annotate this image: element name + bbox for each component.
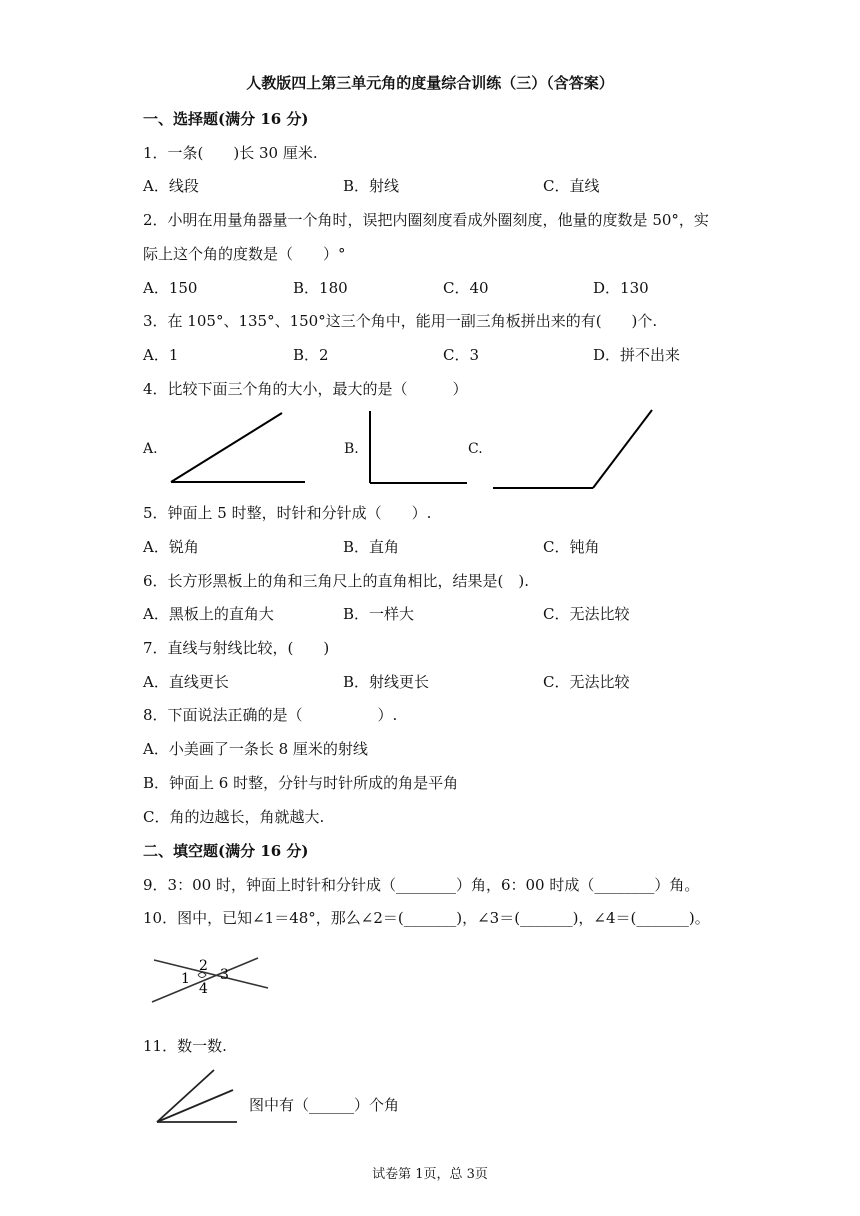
question-2-option-b: B．180 — [293, 279, 348, 297]
question-5-option-a: A．锐角 — [143, 538, 199, 556]
question-8-option-c: C．角的边越长，角就越大. — [143, 808, 325, 826]
question-3-option-a: A．1 — [143, 346, 179, 364]
question-5-option-c: C．钝角 — [543, 538, 600, 556]
question-7-option-b: B．射线更长 — [343, 673, 430, 691]
question-2-option-a: A．150 — [143, 279, 198, 297]
angle-label-2: 2 — [199, 958, 208, 974]
question-7-stem: 7．直线与射线比较，( ) — [143, 639, 330, 657]
question-8-option-a: A．小美画了一条长 8 厘米的射线 — [143, 740, 368, 758]
question-11-stem: 11．数一数. — [143, 1037, 227, 1055]
angle-label-1: 1 — [181, 971, 190, 987]
question-1-option-a: A．线段 — [143, 177, 199, 195]
page-title: 人教版四上第三单元角的度量综合训练（三）（含答案） — [246, 74, 614, 92]
question-2-stem-line1: 2．小明在用量角器量一个角时，误把内圈刻度看成外圈刻度，他量的度数是 50°，实 — [143, 211, 709, 229]
angle-label-4: 4 — [199, 981, 208, 997]
question-6-option-c: C．无法比较 — [543, 605, 630, 623]
question-6-option-a: A．黑板上的直角大 — [143, 605, 274, 623]
question-7-option-c: C．无法比较 — [543, 673, 630, 691]
question-1-option-b: B．射线 — [343, 177, 400, 195]
angle-figure-a — [165, 405, 315, 490]
question-6-stem: 6．长方形黑板上的角和三角尺上的直角相比，结果是( ). — [143, 572, 530, 590]
question-2-stem-line2: 际上这个角的度数是（ ）° — [143, 245, 346, 263]
question-1-option-c: C．直线 — [543, 177, 600, 195]
section-heading-choice: 一、选择题(满分 16 分) — [143, 110, 309, 128]
question-3-stem: 3．在 105°、135°、150°这三个角中，能用一副三角板拼出来的有( )个. — [143, 312, 658, 330]
intersecting-lines-figure — [148, 950, 273, 1008]
question-10-stem: 10．图中，已知∠1＝48°，那么∠2＝(_______)，∠3＝(_______)，∠4＝(_______)。 — [143, 909, 710, 927]
question-6-option-b: B．一样大 — [343, 605, 415, 623]
question-3-option-c: C．3 — [443, 346, 480, 364]
angle-figure-b — [360, 405, 472, 490]
question-3-option-b: B．2 — [293, 346, 329, 364]
question-1-stem: 1．一条( )长 30 厘米. — [143, 144, 318, 162]
angle-figure-c — [487, 402, 657, 494]
question-4-label-a: A. — [143, 441, 158, 457]
question-7-option-a: A．直线更长 — [143, 673, 229, 691]
question-8-stem: 8．下面说法正确的是（ ）. — [143, 706, 398, 724]
question-11-caption: 图中有（______）个角 — [249, 1096, 400, 1114]
question-4-label-b: B. — [344, 441, 359, 457]
question-4-stem: 4．比较下面三个角的大小，最大的是（ ） — [143, 380, 468, 398]
question-9-stem: 9．3：00 时，钟面上时针和分针成（________）角，6：00 时成（________）角。 — [143, 876, 700, 894]
question-5-stem: 5．钟面上 5 时整，时针和分针成（ ）. — [143, 504, 432, 522]
question-4-label-c: C. — [468, 441, 483, 457]
question-5-option-b: B．直角 — [343, 538, 400, 556]
question-2-option-c: C．40 — [443, 279, 489, 297]
section-heading-fill: 二、填空题(满分 16 分) — [143, 842, 309, 860]
page-footer: 试卷第 1页，总 3页 — [372, 1167, 488, 1182]
angle-label-3: 3 — [220, 967, 229, 983]
question-2-option-d: D．130 — [593, 279, 649, 297]
question-3-option-d: D．拼不出来 — [593, 346, 681, 364]
question-8-option-b: B．钟面上 6 时整，分针与时针所成的角是平角 — [143, 774, 459, 792]
rays-figure — [150, 1062, 245, 1128]
